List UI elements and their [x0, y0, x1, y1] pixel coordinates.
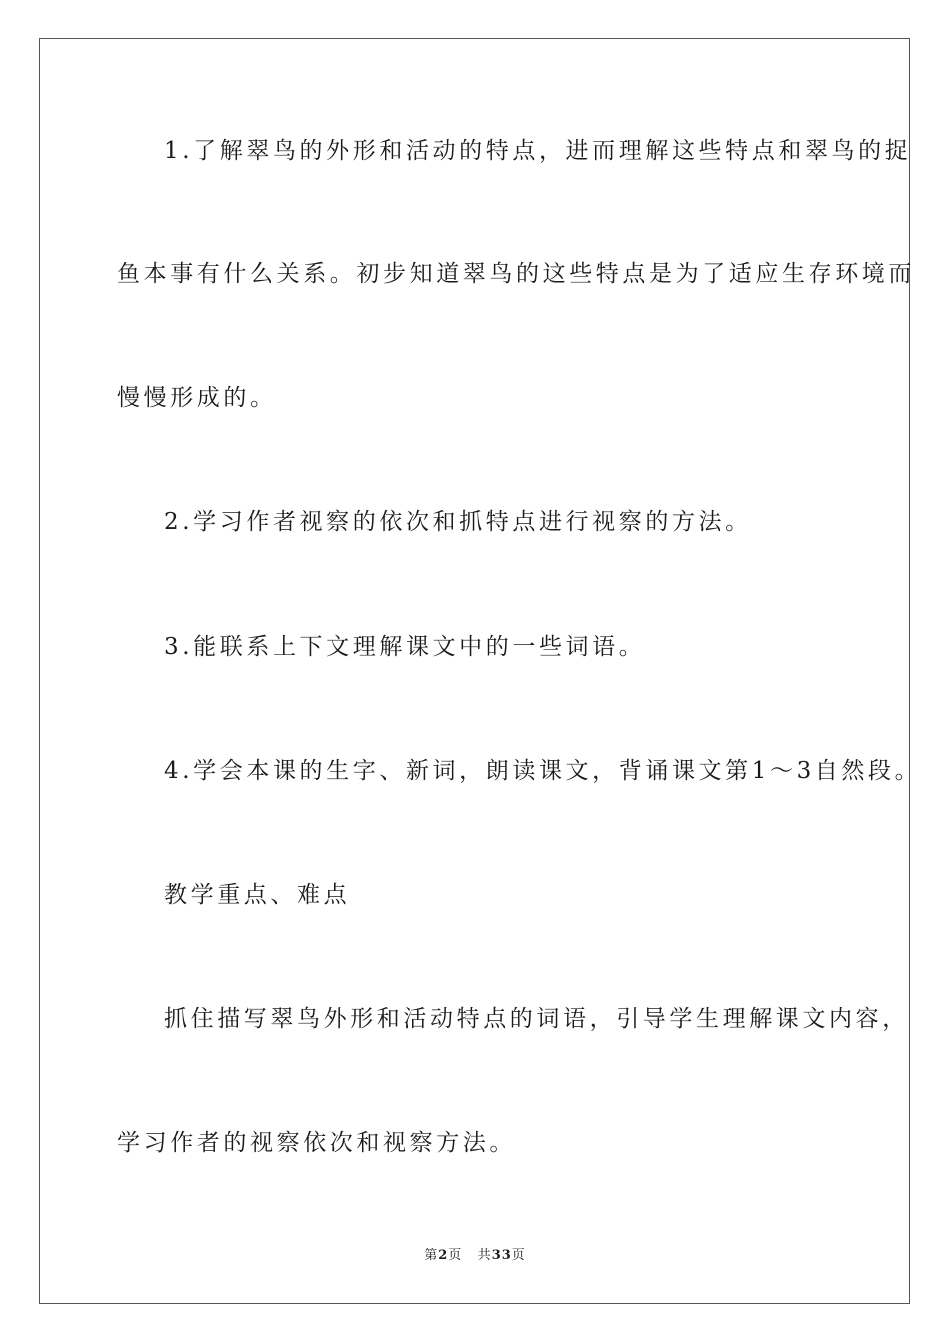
key-points-line-1: 抓住描写翠鸟外形和活动特点的词语，引导学生理解课文内容， [164, 1006, 909, 1032]
footer-prefix: 第 [424, 1248, 439, 1263]
footer-page-unit: 页 [448, 1248, 463, 1263]
objective-3: 3.能联系上下文理解课文中的一些词语。 [164, 634, 646, 660]
key-points-line-2: 学习作者的视察依次和视察方法。 [117, 1130, 516, 1156]
footer-total-prefix: 共 [477, 1248, 492, 1263]
objective-1-line-1: 1.了解翠鸟的外形和活动的特点，进而理解这些特点和翠鸟的捉 [164, 138, 912, 164]
page-frame [39, 38, 922, 1304]
objective-1-line-3: 慢慢形成的。 [117, 385, 277, 411]
footer-total: 33 [491, 1248, 512, 1263]
objective-4: 4.学会本课的生字、新词，朗读课文，背诵课文第1～3自然段。 [164, 758, 922, 784]
section-heading: 教学重点、难点 [164, 882, 351, 908]
page-number-footer [0, 1248, 950, 1264]
footer-total-unit: 页 [511, 1248, 526, 1263]
footer-page: 2 [438, 1248, 449, 1263]
objective-1-line-2: 鱼本事有什么关系。初步知道翠鸟的这些特点是为了适应生存环境而 [117, 261, 915, 287]
objective-2: 2.学习作者视察的依次和抓特点进行视察的方法。 [164, 509, 752, 535]
